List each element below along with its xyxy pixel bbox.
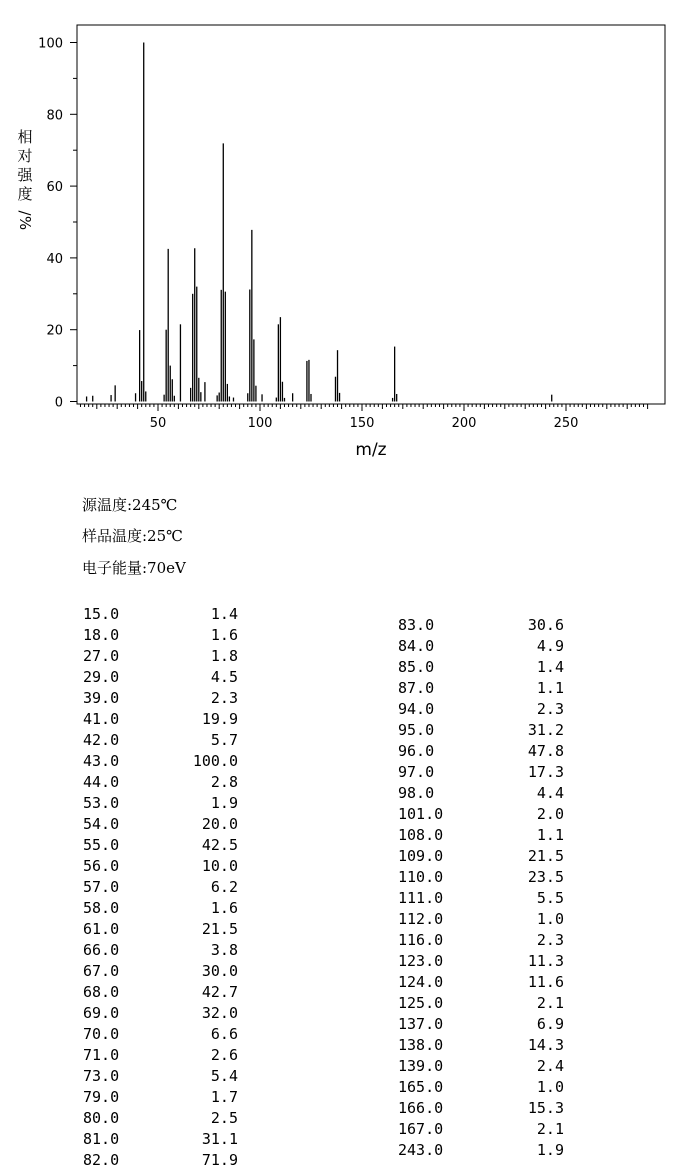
mz-value: 112.0 [398, 910, 444, 928]
abundance-value: 2.8 [210, 773, 238, 791]
x-axis [80, 404, 647, 431]
abundance-value: 42.5 [201, 836, 238, 854]
y-axis [38, 37, 77, 411]
mz-value: 18.0 [83, 626, 120, 644]
peak-table-row [83, 1045, 238, 1066]
mz-value: 84.0 [398, 637, 435, 655]
mass-spectrum-chart [0, 0, 687, 470]
peak-table-row [83, 667, 238, 688]
abundance-value: 71.9 [201, 1151, 238, 1169]
mz-value: 111.0 [398, 889, 444, 907]
mz-value: 43.0 [83, 752, 120, 770]
peak-table-row [83, 1129, 238, 1150]
abundance-value: 1.6 [210, 626, 238, 644]
peak-table-row [398, 804, 564, 825]
sample-temperature: 样品温度:25℃ [82, 527, 183, 545]
abundance-value: 14.3 [527, 1036, 564, 1054]
abundance-value: 47.8 [527, 742, 564, 760]
peak-table-row [83, 898, 238, 919]
peak-bars [87, 43, 552, 402]
abundance-value: 11.6 [527, 973, 564, 991]
mz-value: 166.0 [398, 1099, 444, 1117]
y-tick-label: 20 [46, 323, 63, 339]
x-tick-label: 200 [451, 416, 477, 431]
mz-value: 80.0 [83, 1109, 120, 1127]
abundance-value: 21.5 [201, 920, 238, 938]
peak-table-row [83, 772, 238, 793]
peak-table-row [398, 699, 564, 720]
peak-table-row [83, 919, 238, 940]
x-tick-label: 150 [349, 416, 375, 431]
peak-table-row [83, 877, 238, 898]
abundance-value: 5.4 [210, 1067, 238, 1085]
peak-table-row [398, 678, 564, 699]
peak-table-row [398, 783, 564, 804]
mz-value: 165.0 [398, 1078, 444, 1096]
peak-table-row [398, 1056, 564, 1077]
y-label-char: 度 [17, 185, 33, 203]
mz-value: 69.0 [83, 1004, 120, 1022]
peak-table-row [398, 972, 564, 993]
peak-table-row [398, 1140, 564, 1161]
peak-table-row [398, 615, 564, 636]
abundance-value: 6.9 [536, 1015, 564, 1033]
y-tick-label: 60 [46, 180, 63, 196]
mz-value: 56.0 [83, 857, 120, 875]
abundance-value: 2.3 [536, 700, 564, 718]
mz-value: 85.0 [398, 658, 435, 676]
mz-value: 110.0 [398, 868, 444, 886]
abundance-value: 31.1 [201, 1130, 238, 1148]
peak-table-row [83, 709, 238, 730]
mz-value: 95.0 [398, 721, 435, 739]
abundance-value: 1.4 [210, 605, 238, 623]
mz-value: 87.0 [398, 679, 435, 697]
abundance-value: 15.3 [527, 1099, 564, 1117]
abundance-value: 30.6 [527, 616, 564, 634]
abundance-value: 17.3 [527, 763, 564, 781]
mz-value: 109.0 [398, 847, 444, 865]
abundance-value: 31.2 [527, 721, 564, 739]
peak-table-row [83, 604, 238, 625]
peak-table-row [83, 730, 238, 751]
peak-table-row [398, 951, 564, 972]
mz-value: 81.0 [83, 1130, 120, 1148]
mz-value: 70.0 [83, 1025, 120, 1043]
peak-table-row [398, 741, 564, 762]
peak-table-row [398, 720, 564, 741]
peak-table-row [398, 909, 564, 930]
abundance-value: 2.1 [536, 994, 564, 1012]
abundance-value: 2.3 [210, 689, 238, 707]
mz-value: 73.0 [83, 1067, 120, 1085]
source-temperature: 源温度:245℃ [82, 496, 178, 514]
abundance-value: 2.5 [210, 1109, 238, 1127]
mz-value: 29.0 [83, 668, 120, 686]
abundance-value: 42.7 [201, 983, 238, 1001]
abundance-value: 1.1 [536, 679, 564, 697]
peak-table-row [398, 867, 564, 888]
abundance-value: 32.0 [201, 1004, 238, 1022]
abundance-value: 2.6 [210, 1046, 238, 1064]
peak-table-row [398, 846, 564, 867]
peak-table-row [83, 1024, 238, 1045]
mz-value: 39.0 [83, 689, 120, 707]
abundance-value: 19.9 [201, 710, 238, 728]
mz-value: 55.0 [83, 836, 120, 854]
y-tick-label: 40 [46, 251, 63, 267]
peak-table-row [398, 762, 564, 783]
peak-table-row [83, 1066, 238, 1087]
peak-table-row [83, 982, 238, 1003]
mz-value: 94.0 [398, 700, 435, 718]
abundance-value: 4.9 [536, 637, 564, 655]
mz-value: 53.0 [83, 794, 120, 812]
peak-table-right [398, 615, 564, 1161]
abundance-value: 1.0 [536, 910, 564, 928]
mz-value: 139.0 [398, 1057, 444, 1075]
mz-value: 82.0 [83, 1151, 120, 1169]
peak-table-row [398, 1119, 564, 1140]
abundance-value: 1.9 [536, 1141, 564, 1159]
abundance-value: 1.6 [210, 899, 238, 917]
abundance-value: 5.7 [210, 731, 238, 749]
peak-table-row [398, 930, 564, 951]
y-label-char: / [16, 210, 34, 216]
x-tick-label: 50 [149, 416, 167, 431]
peak-table-row [398, 1077, 564, 1098]
mz-value: 61.0 [83, 920, 120, 938]
abundance-value: 2.3 [536, 931, 564, 949]
peak-table-row [398, 888, 564, 909]
mz-value: 54.0 [83, 815, 120, 833]
mz-value: 42.0 [83, 731, 120, 749]
abundance-value: 4.4 [536, 784, 564, 802]
mz-value: 27.0 [83, 647, 120, 665]
abundance-value: 11.3 [527, 952, 564, 970]
mz-value: 243.0 [398, 1141, 444, 1159]
peak-table-row [83, 1108, 238, 1129]
mz-value: 44.0 [83, 773, 120, 791]
electron-energy: 电子能量:70eV [82, 559, 186, 577]
peak-table-row [83, 751, 238, 772]
abundance-value: 2.1 [536, 1120, 564, 1138]
y-tick-label: 100 [38, 36, 63, 52]
mz-value: 41.0 [83, 710, 120, 728]
peak-table-row [83, 835, 238, 856]
mz-value: 125.0 [398, 994, 444, 1012]
abundance-value: 1.8 [210, 647, 238, 665]
mz-value: 98.0 [398, 784, 435, 802]
mz-value: 68.0 [83, 983, 120, 1001]
abundance-value: 1.1 [536, 826, 564, 844]
peak-table-row [83, 793, 238, 814]
y-label-char: 相 [17, 128, 33, 146]
peak-table-row [83, 856, 238, 877]
mz-value: 83.0 [398, 616, 435, 634]
mz-value: 97.0 [398, 763, 435, 781]
x-tick-label: 100 [247, 416, 273, 431]
peak-table-row [398, 1098, 564, 1119]
abundance-value: 1.4 [536, 658, 564, 676]
abundance-value: 2.0 [536, 805, 564, 823]
mz-value: 66.0 [83, 941, 120, 959]
mz-value: 58.0 [83, 899, 120, 917]
abundance-value: 10.0 [201, 857, 238, 875]
mz-value: 138.0 [398, 1036, 444, 1054]
abundance-value: 21.5 [527, 847, 564, 865]
y-label-char: 对 [17, 147, 33, 165]
mz-value: 79.0 [83, 1088, 120, 1106]
mz-value: 101.0 [398, 805, 444, 823]
peak-table-row [398, 993, 564, 1014]
peak-table-row [83, 814, 238, 835]
abundance-value: 6.2 [210, 878, 238, 896]
peak-table-row [398, 1035, 564, 1056]
peak-table-row [83, 1003, 238, 1024]
abundance-value: 6.6 [210, 1025, 238, 1043]
plot-frame [77, 25, 665, 404]
abundance-value: 4.5 [210, 668, 238, 686]
abundance-value: 1.7 [210, 1088, 238, 1106]
peak-table-row [83, 688, 238, 709]
mz-value: 167.0 [398, 1120, 444, 1138]
peak-table-row [83, 961, 238, 982]
mz-value: 137.0 [398, 1015, 444, 1033]
y-axis-label [16, 128, 34, 230]
x-axis-label: m/z [355, 440, 387, 460]
y-label-char: % [16, 215, 34, 231]
abundance-value: 20.0 [201, 815, 238, 833]
peak-table-row [83, 625, 238, 646]
mz-value: 108.0 [398, 826, 444, 844]
x-tick-label: 250 [553, 416, 579, 431]
peak-table-row [398, 657, 564, 678]
abundance-value: 1.0 [536, 1078, 564, 1096]
peak-table-row [83, 940, 238, 961]
mz-value: 124.0 [398, 973, 444, 991]
peak-table-row [83, 1150, 238, 1171]
peak-table-row [83, 1087, 238, 1108]
mz-value: 57.0 [83, 878, 120, 896]
y-tick-label: 0 [54, 395, 63, 411]
abundance-value: 2.4 [536, 1057, 564, 1075]
mz-value: 96.0 [398, 742, 435, 760]
abundance-value: 100.0 [192, 752, 238, 770]
peak-table-row [398, 636, 564, 657]
mz-value: 71.0 [83, 1046, 120, 1064]
mz-value: 116.0 [398, 931, 444, 949]
abundance-value: 30.0 [201, 962, 238, 980]
y-label-char: 强 [17, 166, 33, 184]
abundance-value: 23.5 [527, 868, 564, 886]
abundance-value: 5.5 [536, 889, 564, 907]
y-tick-label: 80 [46, 108, 63, 124]
peak-table-row [398, 825, 564, 846]
abundance-value: 3.8 [210, 941, 238, 959]
mz-value: 123.0 [398, 952, 444, 970]
peak-table-row [83, 646, 238, 667]
mz-value: 15.0 [83, 605, 120, 623]
abundance-value: 1.9 [210, 794, 238, 812]
peak-table-row [398, 1014, 564, 1035]
peak-table-left [83, 604, 238, 1171]
mz-value: 67.0 [83, 962, 120, 980]
